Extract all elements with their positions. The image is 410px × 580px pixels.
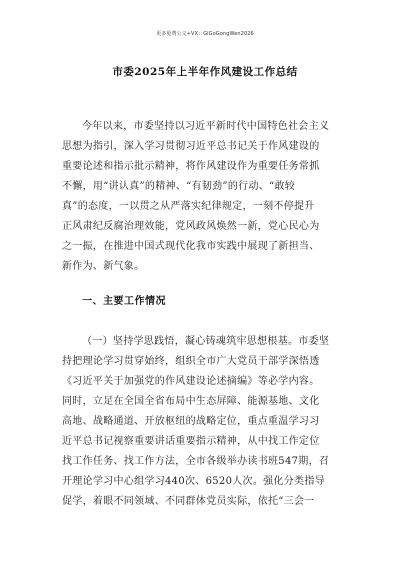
paragraph-line: 同时，立足在全国全省布局中生态屏障、能源基地、文化: [62, 396, 320, 407]
header-note: 更多免费公文+VX：GiGoGongWen2026: [156, 31, 254, 37]
paragraph-line: 今年以来，市委坚持以习近平新时代中国特色社会主义: [82, 121, 330, 132]
paragraph-line: 持把理论学习贯穿始终，组织全市广大党员干部学深悟透: [62, 356, 320, 367]
paragraph-line: 《习近平关于加强党的作风建设论述摘编》等必学内容。: [62, 376, 320, 387]
paragraph-line: 近平总书记视察重要讲话重要指示精神，从中找工作定位: [62, 436, 320, 447]
paragraph-line: 新作为、新气象。: [62, 261, 145, 272]
paragraph-line: 促学，着眼不同领域、不同群体党员实际，依托“三会一: [62, 496, 315, 507]
paragraph-line: 之一振，在推进中国式现代化我市实践中展现了新担当、: [62, 241, 320, 252]
section-heading: 一、主要工作情况: [82, 296, 166, 307]
document-title: 市委2025年上半年作风建设工作总结: [112, 66, 298, 78]
paragraph-line: 重要论述和指示批示精神，将作风建设作为重要任务常抓: [62, 161, 320, 172]
paragraph-intro: [62, 117, 354, 277]
paragraph-line: 正风肃纪反腐治理效能，党风政风焕然一新，党心民心为: [62, 221, 320, 232]
paragraph-line: 开理论学习中心组学习440次、6520人次。强化分类指导: [62, 476, 325, 487]
paragraph-line: 真”的态度，一以贯之从严落实纪律规定，一刻不停提升: [62, 201, 315, 212]
paragraph-section-1: [62, 332, 354, 512]
paragraph-line: 不懈，用“讲认真”的精神、“有韧劲”的行动、“敢较: [62, 181, 296, 192]
paragraph-line: 找工作任务、找工作方法，全市各级举办读书班547期，召: [62, 456, 330, 467]
paragraph-line: 高地、战略通道、开放枢纽的战略定位，重点重温学习习: [62, 416, 320, 427]
paragraph-line: 思想为指引，深入学习贯彻习近平总书记关于作风建设的: [62, 141, 320, 152]
paragraph-line: （一）坚持学思践悟，凝心铸魂筑牢思想根基。市委坚: [82, 336, 330, 347]
